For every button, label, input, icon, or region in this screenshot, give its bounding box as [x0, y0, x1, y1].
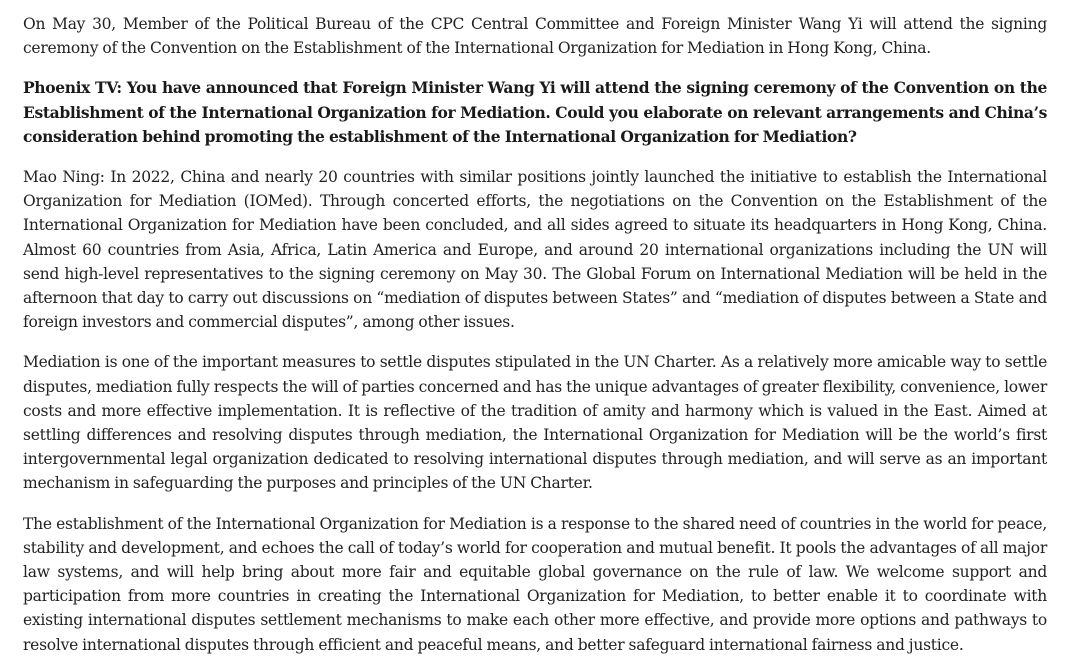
announcement-paragraph: On May 30, Member of the Political Bureau of the CPC Central Committee and Foreign Minister Wang Yi will attend the signing ceremony of the Convention on the Establishment of the International Organization for Mediation in Hong Kong, China. — [23, 15, 1047, 58]
answer-paragraph-1: Mao Ning: In 2022, China and nearly 20 countries with similar positions jointly launched the initiative to establish the International Organization for Mediation (IOMed). Through concerted efforts, the negotiations on the Convention on the Establishment of the International Organization for Mediation have been concluded, and all sides agreed to situate its headquarters in Hong Kong, China. Almost 60 countries from Asia, Africa, Latin America and Europe, and around 20 international organizations including the UN will send high-level representatives to the signing ceremony on May 30. The Global Forum on International Mediation will be held in the afternoon that day to carry out discussions on “mediation of disputes between States” and “mediation of disputes between a State and foreign investors and commercial disputes”, among other issues. — [23, 168, 1047, 332]
answer-paragraph-3: The establishment of the International Organization for Mediation is a response to the shared need of countries in the world for peace, stability and development, and echoes the call of today’s world for cooperation and mutual benefit. It pools the advantages of all major law systems, and will help bring about more fair and equitable global governance on the rule of law. We welcome support and participation from more countries in creating the International Organization for Mediation, to better enable it to coordinate with existing international disputes settlement mechanisms to make each other more effective, and provide more options and pathways to resolve international disputes through efficient and peaceful means, and better safeguard international fairness and justice. — [23, 514, 1047, 654]
question-paragraph: Phoenix TV: You have announced that Foreign Minister Wang Yi will attend the signing ceremony of the Convention on the Establishment of the International Organization for Mediation. Could you elaborate on relevant arrangements and China’s consideration behind promoting the establishment of the International Organization for Mediation? — [23, 78, 1047, 146]
answer-paragraph-2: Mediation is one of the important measures to settle disputes stipulated in the UN Charter. As a relatively more amicable way to settle disputes, mediation fully respects the will of parties concerned and has the unique advantages of greater flexibility, convenience, lower costs and more effective implementation. It is reflective of the tradition of amity and harmony which is valued in the East. Aimed at settling differences and resolving disputes through mediation, the International Organization for Mediation will be the world’s first intergovernmental legal organization dedicated to resolving international disputes through mediation, and will serve as an important mechanism in safeguarding the purposes and principles of the UN Charter. — [23, 353, 1047, 493]
